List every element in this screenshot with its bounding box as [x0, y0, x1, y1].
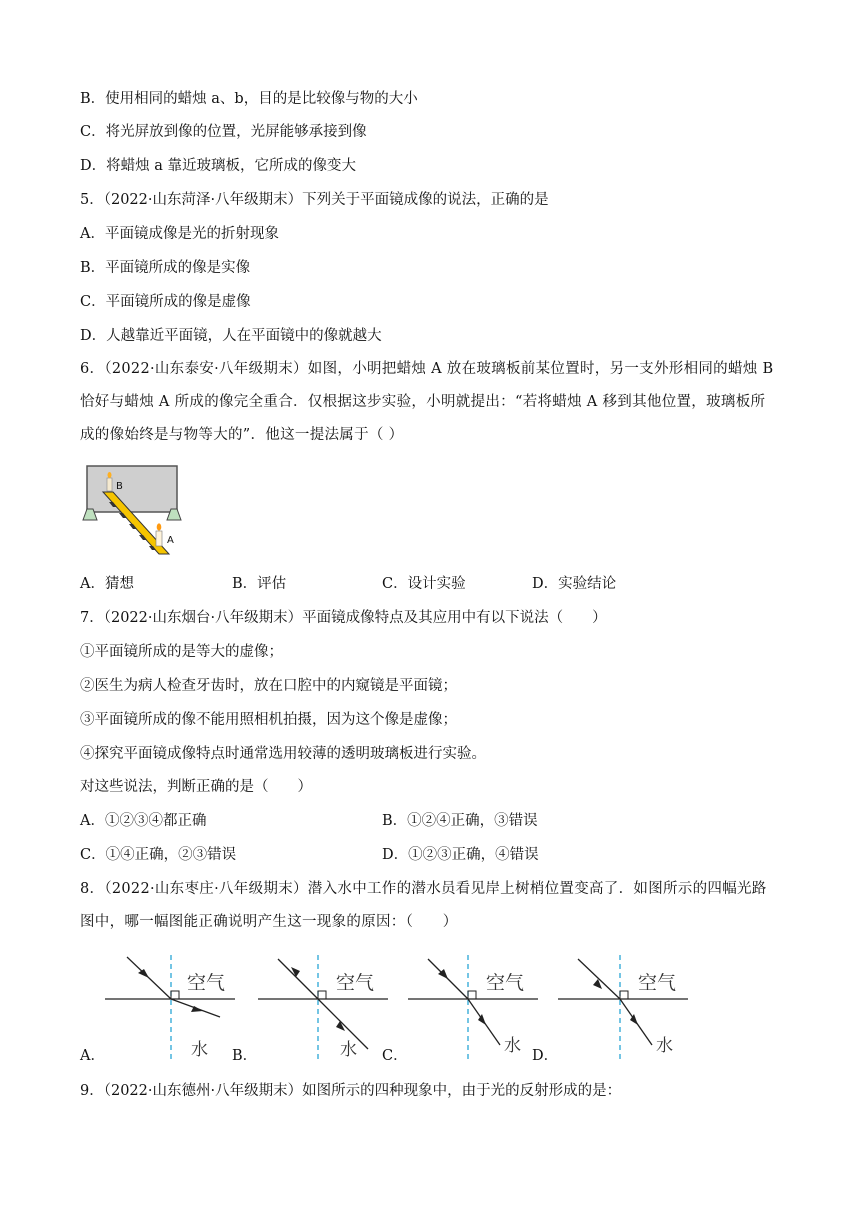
svg-text:空气: 空气 [336, 972, 375, 994]
svg-text:空气: 空气 [486, 972, 525, 994]
q9-stem: 9．（2022·山东德州·八年级期末）如图所示的四种现象中，由于光的反射形成的是： [80, 1083, 622, 1099]
q7-statement-3: ③平面镜所成的像不能用照相机拍摄，因为这个像是虚像； [80, 712, 457, 728]
q5-option-d: D．人越靠近平面镜，人在平面镜中的像就越大 [80, 328, 382, 344]
q8-stem: 8．（2022·山东枣庄·八年级期末）潜入水中工作的潜水员看见岸上树梢位置变高了．如图所示的四幅光路图中，哪一幅图能正确说明产生这一现象的原因：（ ） [80, 881, 767, 930]
q7-statement-1: ①平面镜所成的是等大的虚像； [80, 644, 283, 660]
q8-option-d: D． [532, 1048, 559, 1064]
q7-statement-4: ④探究平面镜成像特点时通常选用较薄的透明玻璃板进行实验。 [80, 746, 486, 762]
q7-option-d: D．①②③正确，④错误 [382, 847, 539, 863]
label-a: A [167, 535, 174, 546]
svg-text:水: 水 [340, 1040, 357, 1060]
q7-stem: 7．（2022·山东烟台·八年级期末）平面镜成像特点及其应用中有以下说法（ ） [80, 610, 607, 626]
q5-option-a: A．平面镜成像是光的折射现象 [80, 226, 279, 242]
q8-diagram-a [105, 955, 235, 1065]
svg-text:水: 水 [504, 1036, 521, 1056]
q5-option-c: C．平面镜所成的像是虚像 [80, 294, 251, 310]
q8-option-b: B． [232, 1048, 258, 1064]
q6-option-b: B．评估 [232, 576, 287, 592]
candle-b [107, 478, 112, 491]
q8-diagram-c [408, 955, 538, 1065]
q8-diagram-b [258, 955, 388, 1065]
q6-option-c: C．设计实验 [382, 576, 466, 592]
svg-text:空气: 空气 [187, 972, 226, 994]
q4-option-c: C．将光屏放到像的位置，光屏能够承接到像 [80, 124, 367, 140]
candle-b-flame [108, 472, 112, 478]
q7-statement-2: ②医生为病人检查牙齿时，放在口腔中的内窥镜是平面镜； [80, 678, 457, 694]
q8-diagram-d [558, 955, 688, 1065]
svg-text:空气: 空气 [638, 972, 677, 994]
q7-prompt: 对这些说法，判断正确的是（ ） [80, 779, 312, 795]
q6-option-a: A．猜想 [80, 576, 134, 592]
q4-option-d: D．将蜡烛 a 靠近玻璃板，它所成的像变大 [80, 158, 356, 174]
glass-plate [87, 466, 177, 512]
svg-text:水: 水 [656, 1036, 673, 1056]
q8-option-c: C． [382, 1048, 408, 1064]
q6-mirror-candle-figure [83, 462, 193, 557]
q4-option-b: B．使用相同的蜡烛 a、b，目的是比较像与物的大小 [80, 91, 418, 107]
label-b: B [116, 481, 123, 492]
q7-option-a: A．①②③④都正确 [80, 813, 207, 829]
q8-option-a: A． [80, 1048, 105, 1064]
candle-a [156, 531, 162, 546]
svg-text:水: 水 [191, 1040, 208, 1060]
q5-option-b: B．平面镜所成的像是实像 [80, 260, 251, 276]
q6-stem: 6．（2022·山东泰安·八年级期末）如图，小明把蜡烛 A 放在玻璃板前某位置时，另一支外形相同的蜡烛 B 恰好与蜡烛 A 所成的像完全重合．仅根据这步实验，小明就提出：“若将蜡烛 A 移到其他位置，玻璃板所成的像始终是与物等大的”．他这一提法属于（ ） [80, 361, 774, 443]
candle-a-flame [157, 523, 162, 530]
q6-option-d: D．实验结论 [532, 576, 617, 592]
q7-option-b: B．①②④正确，③错误 [382, 813, 538, 829]
q7-option-c: C．①④正确，②③错误 [80, 847, 237, 863]
q5-stem: 5．（2022·山东菏泽·八年级期末）下列关于平面镜成像的说法，正确的是 [80, 192, 549, 208]
